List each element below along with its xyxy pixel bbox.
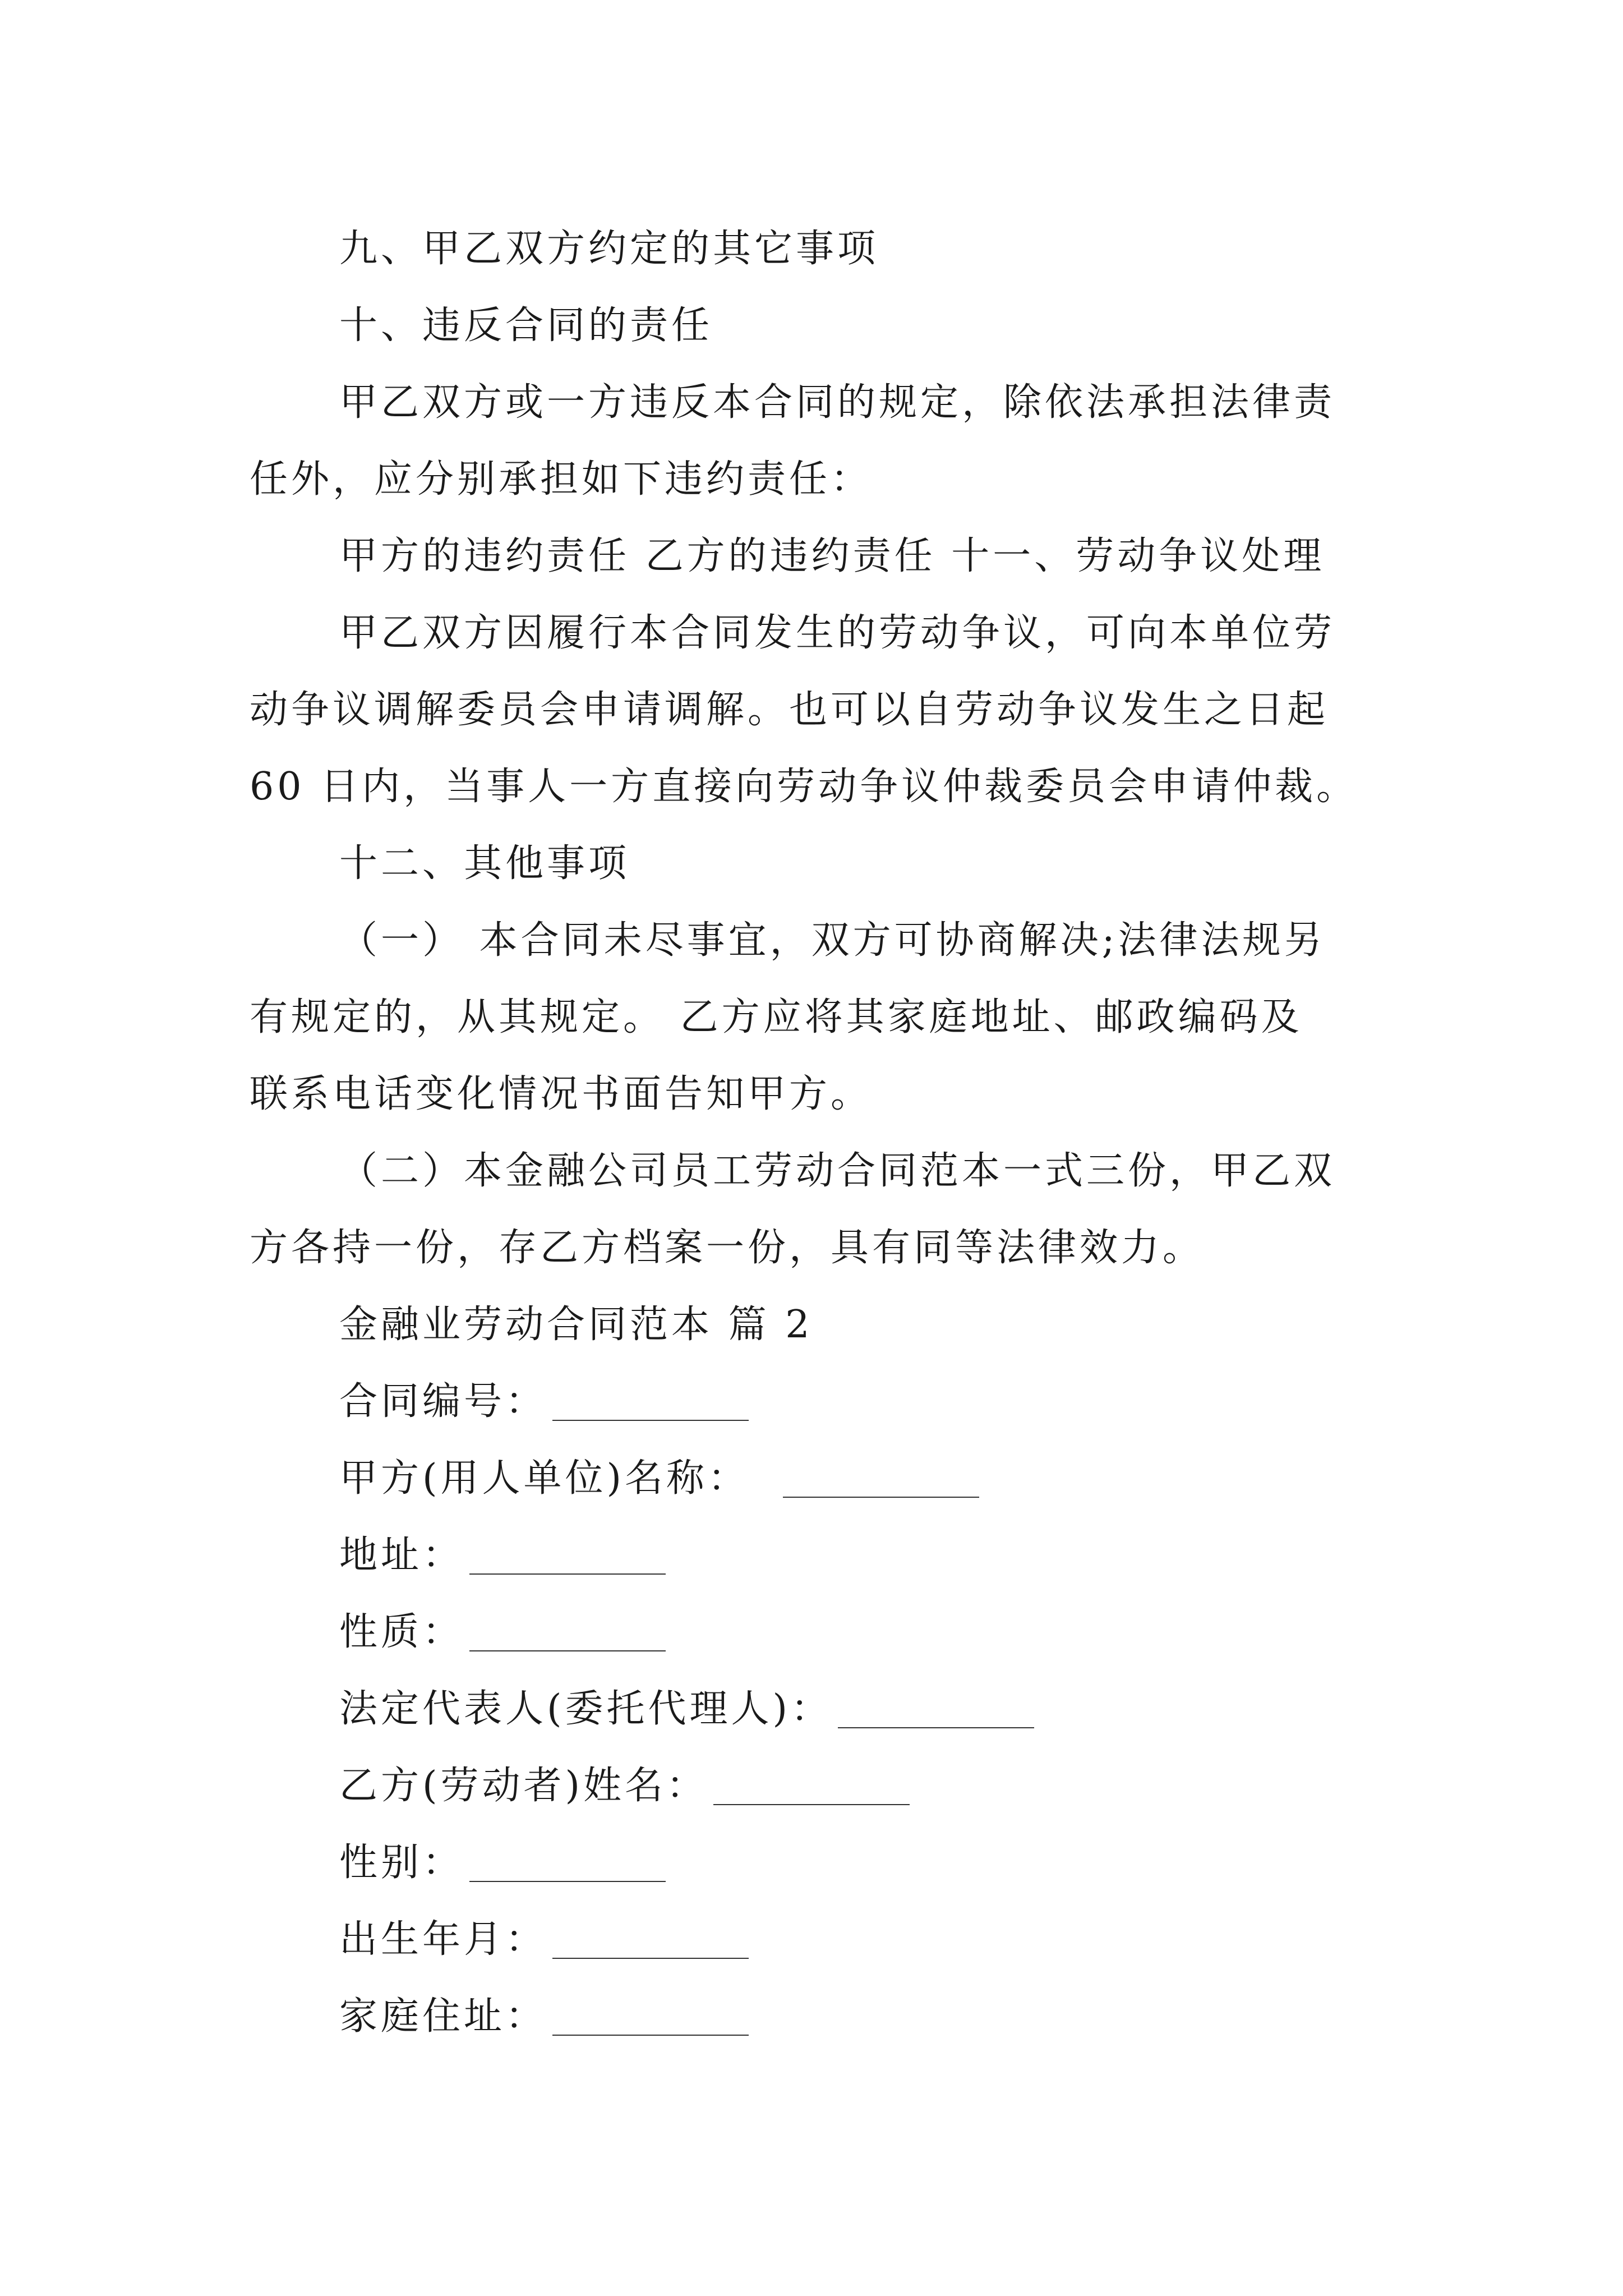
section-heading-9: 九、甲乙双方约定的其它事项	[339, 227, 879, 271]
document-body	[250, 210, 1394, 2055]
fill-in-blank[interactable]	[783, 1494, 979, 1498]
fill-in-blank[interactable]	[838, 1725, 1034, 1728]
fill-in-blank[interactable]	[469, 1571, 666, 1575]
field-label: 性别：	[339, 1841, 464, 1885]
field-label: 甲方(用人单位)名称：	[339, 1456, 750, 1501]
paragraph-line: （一） 本合同未尽事宜，双方可协商解决;法律法规另	[339, 918, 1326, 963]
field-legal-representative	[250, 1671, 1394, 1747]
field-label: 家庭住址：	[339, 1994, 547, 2039]
field-label: 地址：	[339, 1533, 464, 1577]
field-gender	[250, 1824, 1394, 1901]
field-label: 出生年月：	[339, 1917, 547, 1962]
field-home-address	[250, 1978, 1394, 2055]
section-heading-10: 十、违反合同的责任	[339, 303, 713, 348]
paragraph-line: 动争议调解委员会申请调解。也可以自劳动争议发生之日起	[250, 688, 1329, 732]
field-contract-number	[250, 1363, 1394, 1440]
fill-in-blank[interactable]	[552, 2032, 749, 2036]
fill-in-blank[interactable]	[469, 1648, 666, 1651]
contract-title: 金融业劳动合同范本 篇 2	[339, 1303, 813, 1347]
paragraph-line: 甲方的违约责任 乙方的违约责任 十一、劳动争议处理	[339, 534, 1325, 578]
paragraph-line: 联系电话变化情况书面告知甲方。	[250, 1072, 873, 1116]
field-label: 法定代表人(委托代理人)：	[339, 1687, 833, 1731]
field-employer-name	[250, 1440, 1394, 1517]
paragraph-line: 60 日内，当事人一方直接向劳动争议仲裁委员会申请仲裁。	[250, 765, 1358, 809]
field-employee-name	[250, 1747, 1394, 1824]
section-heading-12: 十二、其他事项	[339, 841, 630, 886]
paragraph-line: 甲乙双方因履行本合同发生的劳动争议，可向本单位劳	[339, 611, 1336, 655]
fill-in-blank[interactable]	[713, 1802, 910, 1805]
field-birth-date	[250, 1901, 1394, 1978]
field-label: 乙方(劳动者)姓名：	[339, 1764, 708, 1808]
paragraph-line: 甲乙双方或一方违反本合同的规定，除依法承担法律责	[339, 380, 1336, 425]
field-label: 合同编号：	[339, 1379, 547, 1424]
paragraph-line: 方各持一份，存乙方档案一份，具有同等法律效力。	[250, 1226, 1205, 1270]
fill-in-blank[interactable]	[552, 1955, 749, 1959]
paragraph-line: 任外，应分别承担如下违约责任：	[250, 457, 873, 501]
fill-in-blank[interactable]	[552, 1418, 749, 1421]
field-nature	[250, 1594, 1394, 1671]
paragraph-line: 有规定的，从其规定。 乙方应将其家庭地址、邮政编码及	[250, 995, 1303, 1039]
field-label: 性质：	[339, 1610, 464, 1654]
field-address	[250, 1517, 1394, 1594]
paragraph-line: （二）本金融公司员工劳动合同范本一式三份，甲乙双	[339, 1149, 1336, 1193]
fill-in-blank[interactable]	[469, 1879, 666, 1882]
